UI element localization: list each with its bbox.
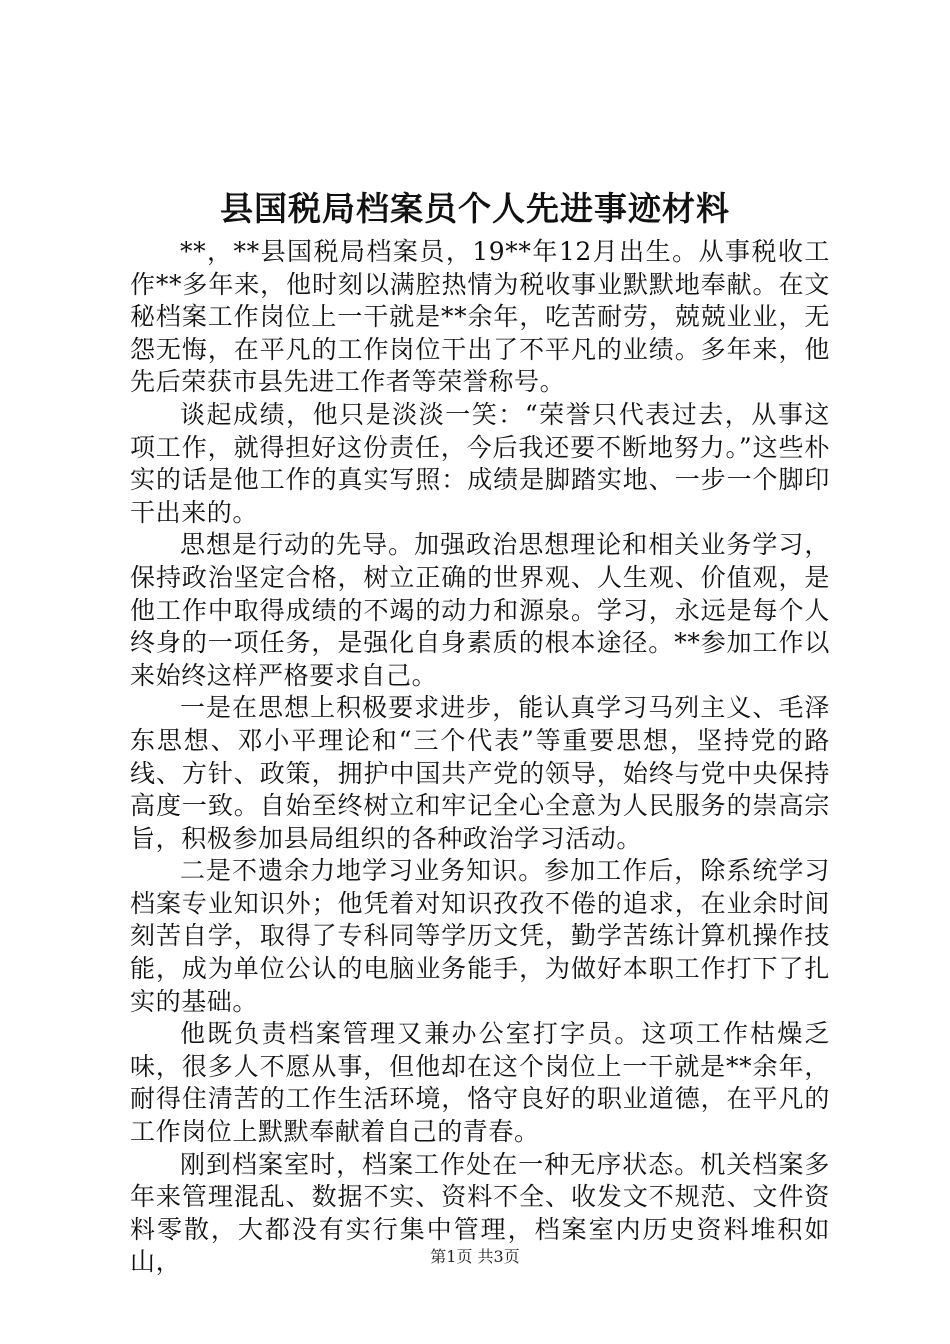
- paragraph-intro: **，**县国税局档案员，19**年12月出生。从事税收工作**多年来，他时刻以满腔热情为税收事业默默地奉献。在文秘档案工作岗位上一干就是**余年，吃苦耐劳，兢兢业业，无怨无悔，在平凡的工作岗位干出了不平凡的业绩。多年来，他先后荣获市县先进工作者等荣誉称号。: [130, 237, 830, 397]
- paragraph-thought: 思想是行动的先导。加强政治思想理论和相关业务学习，保持政治坚定合格，树立正确的世界观、人生观、价值观，是他工作中取得成绩的不竭的动力和源泉。学习，永远是每个人终身的一项任务，是强化自身素质的根本途径。**参加工作以来始终这样严格要求自己。: [130, 530, 830, 690]
- page-footer: 第1页 共3页: [430, 1247, 520, 1266]
- paragraph-achievements: 谈起成绩，他只是淡淡一笑：“荣誉只代表过去，从事这项工作，就得担好这份责任，今后我还要不断地努力。”这些朴实的话是他工作的真实写照：成绩是脚踏实地、一步一个脚印干出来的。: [130, 399, 830, 527]
- document-title: 县国税局档案员个人先进事迹材料: [220, 189, 730, 228]
- paragraph-point-two: 二是不遗余力地学习业务知识。参加工作后，除系统学习档案专业知识外；他凭着对知识孜孜不倦的追求，在业余时间刻苦自学，取得了专科同等学历文凭，勤学苦练计算机操作技能，成为单位公认的电脑业务能手，为做好本职工作打下了扎实的基础。: [130, 856, 830, 1016]
- paragraph-archive-room: 刚到档案室时，档案工作处在一种无序状态。机关档案多年来管理混乱、数据不实、资料不全、收发文不规范、文件资料零散，大都没有实行集中管理，档案室内历史资料堆积如山，: [130, 1149, 830, 1277]
- paragraph-point-one: 一是在思想上积极要求进步，能认真学习马列主义、毛泽东思想、邓小平理论和“三个代表”等重要思想，坚持党的路线、方针、政策，拥护中国共产党的领导，始终与党中央保持高度一致。自始至终树立和牢记全心全意为人民服务的崇高宗旨，积极参加县局组织的各种政治学习活动。: [130, 693, 830, 853]
- paragraph-dedication: 他既负责档案管理又兼办公室打字员。这项工作枯燥乏味，很多人不愿从事，但他却在这个岗位上一干就是**余年，耐得住清苦的工作生活环境，恪守良好的职业道德，在平凡的工作岗位上默默奉献着自己的青春。: [130, 1019, 830, 1147]
- document-body: [130, 236, 830, 1279]
